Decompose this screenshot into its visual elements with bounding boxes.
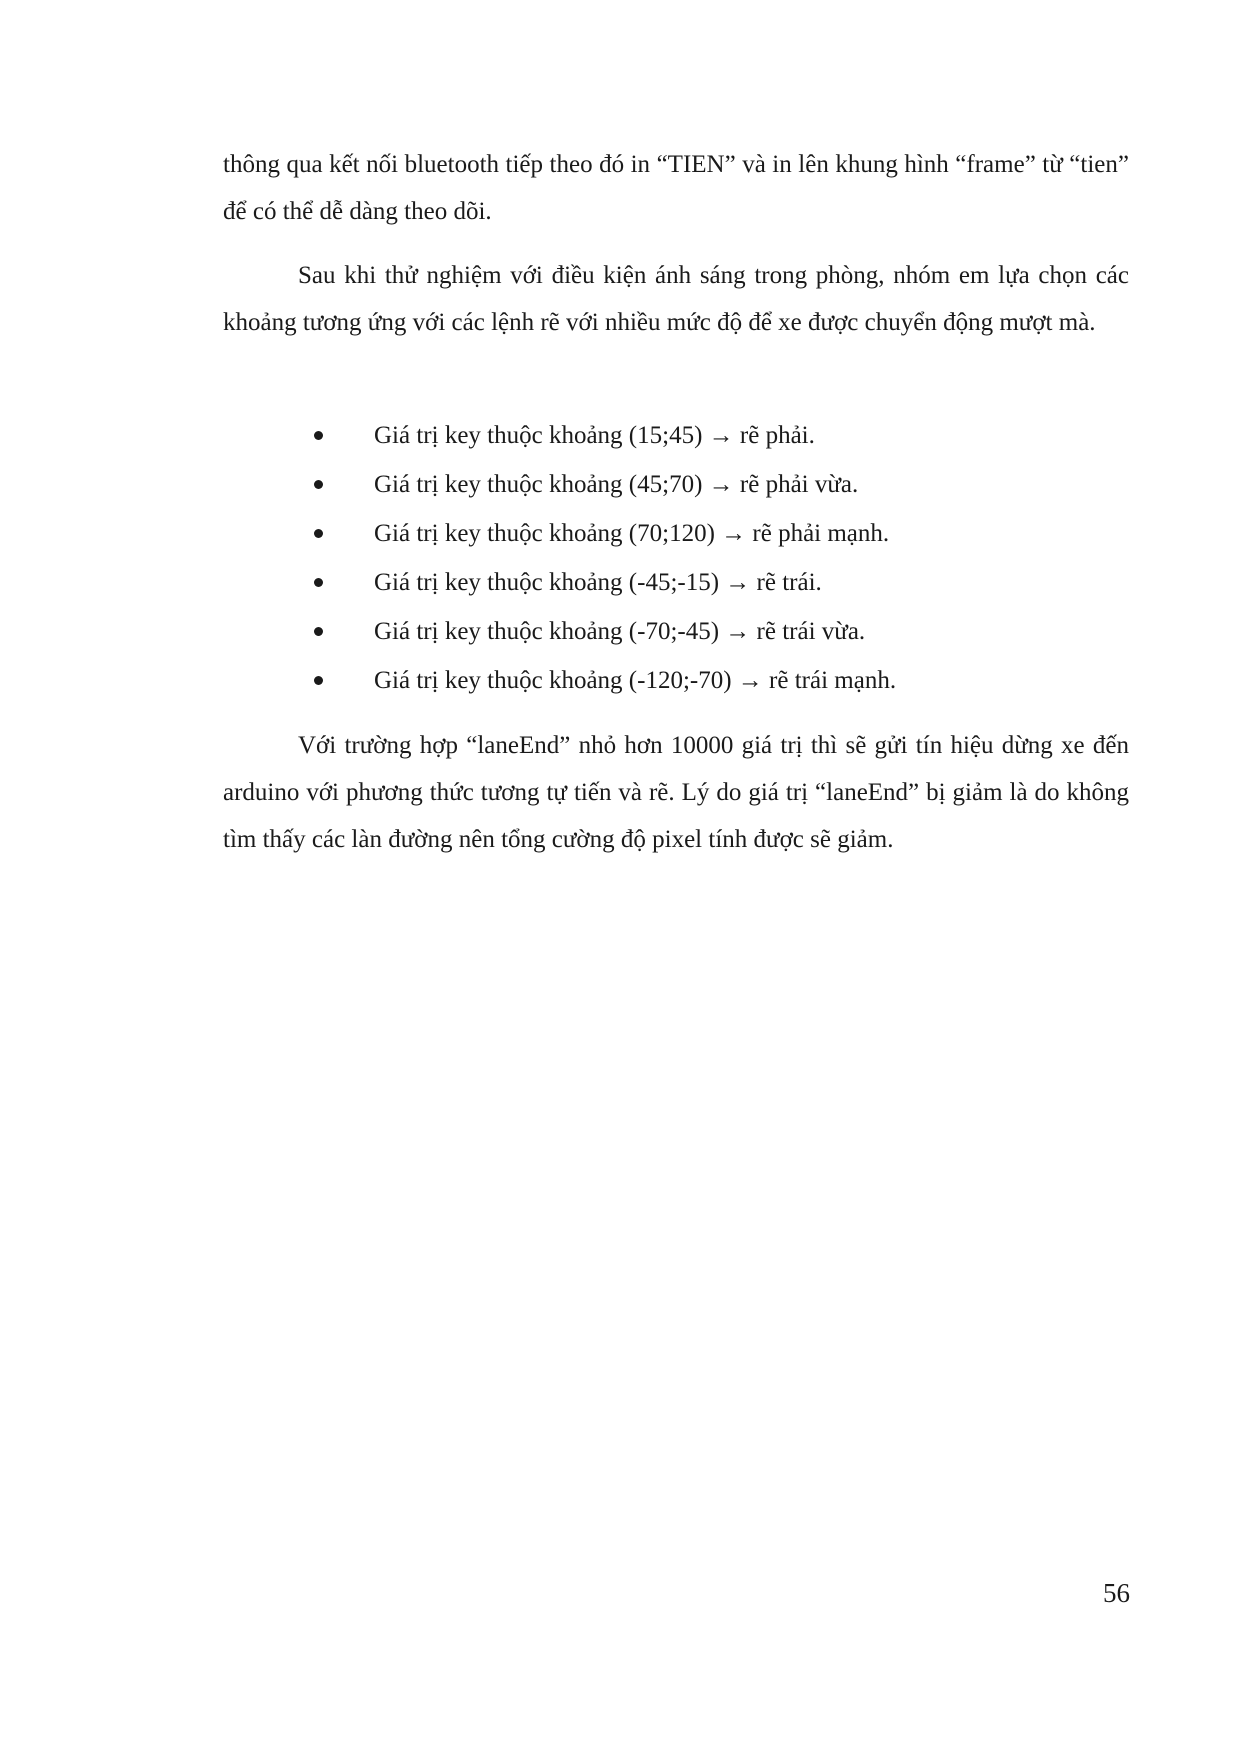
list-item-text: Giá trị key thuộc khoảng (-70;-45) → rẽ trái vừa. <box>374 618 866 645</box>
body-paragraph-lane-end: Với trường hợp “laneEnd” nhỏ hơn 10000 giá trị thì sẽ gửi tín hiệu dừng xe đến arduino với phương thức tương tự tiến và rẽ. Lý do giá trị “laneEnd” bị giảm là do không tìm thấy các làn đường nên tổng cường độ pixel tính được sẽ giảm. <box>223 732 1129 853</box>
body-paragraph-selection-ranges: Sau khi thử nghiệm với điều kiện ánh sáng trong phòng, nhóm em lựa chọn các khoảng tương ứng với các lệnh rẽ với nhiều mức độ để xe được chuyển động mượt mà. <box>223 262 1129 336</box>
list-item <box>0 510 1240 559</box>
page-number: 56 <box>1103 1578 1130 1608</box>
bullet-dot-icon <box>314 627 323 636</box>
list-item-text: Giá trị key thuộc khoảng (45;70) → rẽ phải vừa. <box>374 471 859 498</box>
list-item-text: Giá trị key thuộc khoảng (-45;-15) → rẽ trái. <box>374 569 822 596</box>
list-item-text: Giá trị key thuộc khoảng (15;45) → rẽ phải. <box>374 422 815 449</box>
bullet-dot-icon <box>314 578 323 587</box>
bullet-dot-icon <box>314 431 323 440</box>
list-item <box>0 559 1240 608</box>
list-item <box>0 412 1240 461</box>
bullet-dot-icon <box>314 676 323 685</box>
bullet-dot-icon <box>314 480 323 489</box>
list-item <box>0 461 1240 510</box>
turn-range-bullet-list <box>0 412 1240 706</box>
body-paragraph-continuation: thông qua kết nối bluetooth tiếp theo đó in “TIEN” và in lên khung hình “frame” từ “tien” để có thể dễ dàng theo dõi. <box>223 151 1129 225</box>
list-item <box>0 657 1240 706</box>
list-item-text: Giá trị key thuộc khoảng (70;120) → rẽ phải mạnh. <box>374 520 890 547</box>
bullet-dot-icon <box>314 529 323 538</box>
list-item <box>0 608 1240 657</box>
list-item-text: Giá trị key thuộc khoảng (-120;-70) → rẽ trái mạnh. <box>374 667 897 694</box>
